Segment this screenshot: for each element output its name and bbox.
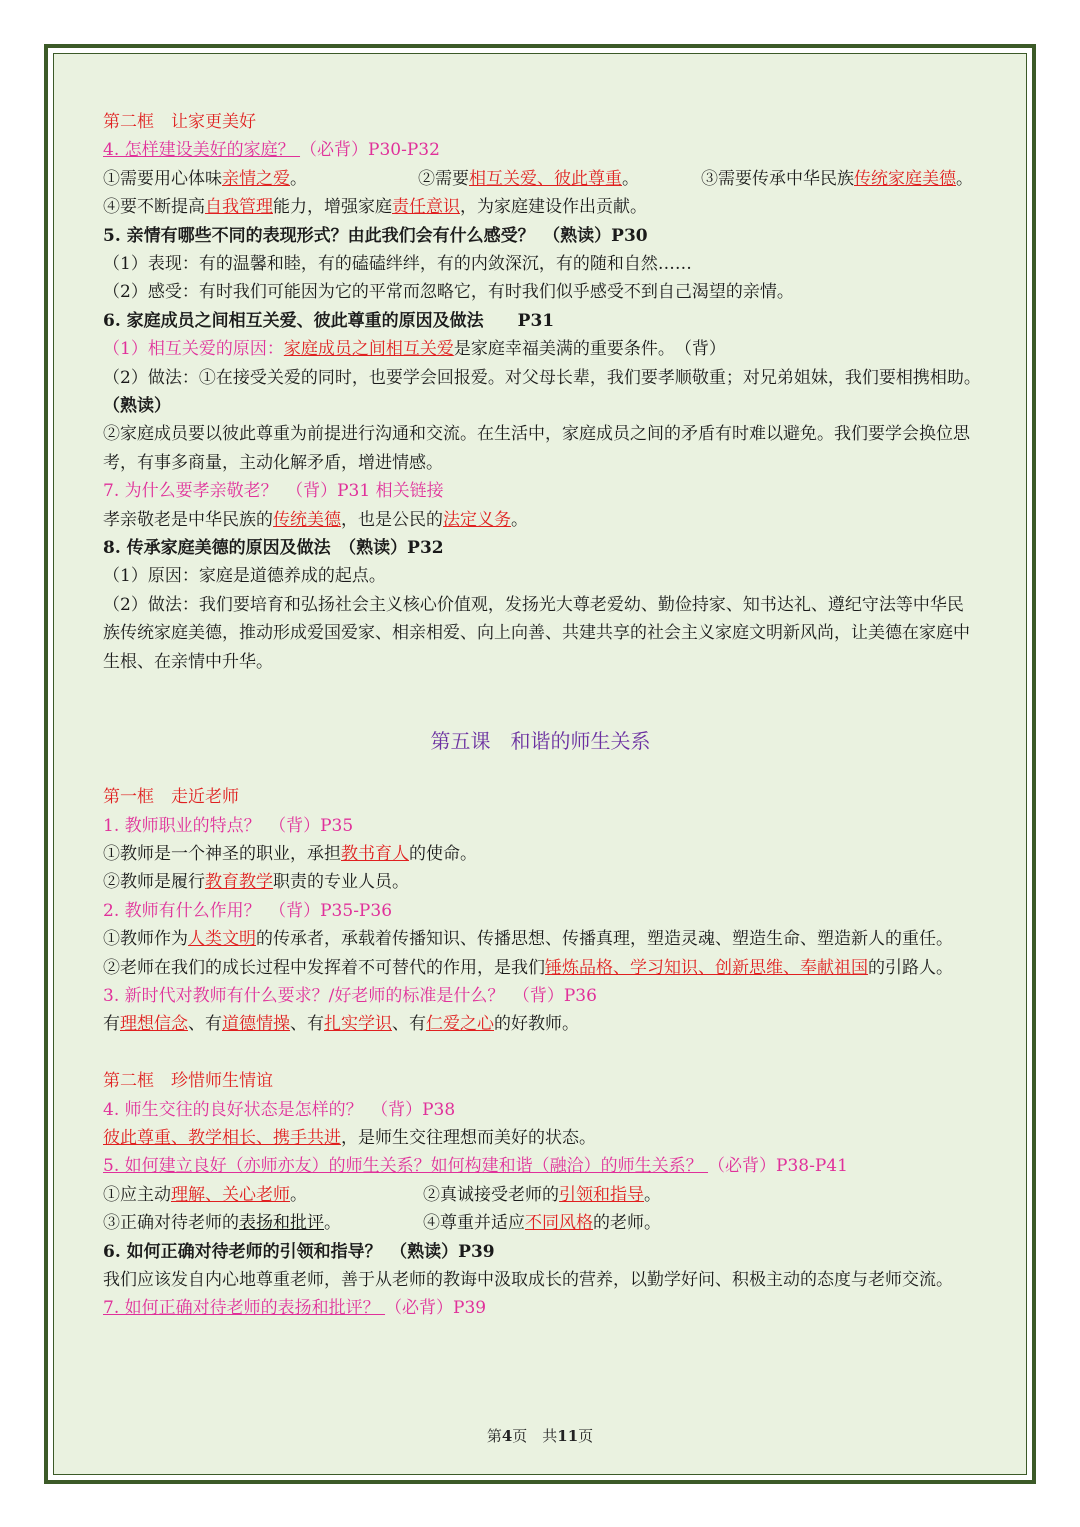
answer: ①教师是一个神圣的职业，承担教书育人的使命。: [103, 844, 477, 865]
answer: 我们应该发自内心地尊重老师，善于从老师的教诲中汲取成长的营养，以勤学好问、积极主动的态度与老师交流。: [103, 1269, 953, 1290]
answer: （2）做法：我们要培育和弘扬社会主义核心价值观，发扬光大尊老爱幼、勤俭持家、知书达礼、遵纪守法等中华民族传统家庭美德，推动形成爱国爱家、相亲相爱、向上向善、共建共享的社会主义家庭文明新风尚，让美德在家庭中生根、在亲情中升华。: [103, 594, 970, 672]
answer: ①需要用心体味亲情之爱。 ②需要相互关爱、彼此尊重。 ③需要传承中华民族传统家庭美德。: [103, 168, 973, 189]
answer: （2）感受：有时我们可能因为它的平常而忽略它，有时我们似乎感受不到自己渴望的亲情。: [103, 282, 794, 303]
question: 2. 教师有什么作用？ （背）P35-P36: [103, 900, 393, 921]
answer: （1）相互关爱的原因：家庭成员之间相互关爱是家庭幸福美满的重要条件。 （背）: [103, 339, 726, 360]
answer: ②家庭成员要以彼此尊重为前提进行沟通和交流。在生活中，家庭成员之间的矛盾有时难以避免。我们要学会换位思考，有事多商量，主动化解矛盾，增进情感。: [103, 424, 970, 473]
question: 7. 为什么要孝亲敬老？ （背）P31 相关链接: [103, 481, 444, 502]
question: 3. 新时代对教师有什么要求？/好老师的标准是什么？ （背）P36: [103, 986, 597, 1007]
document-content: [103, 108, 978, 1323]
question: 4. 怎样建设美好的家庭？ （必背）P30-P32: [103, 140, 440, 161]
question: 8. 传承家庭美德的原因及做法 （熟读）P32: [103, 537, 444, 558]
answer: （1）表现：有的温馨和睦，有的磕磕绊绊，有的内敛深沉，有的随和自然……: [103, 253, 692, 274]
section-title: 第二框 珍惜师生情谊: [103, 1071, 273, 1092]
answer: （1）原因：家庭是道德养成的起点。: [103, 566, 386, 587]
answer: ②教师是履行教育教学职责的专业人员。: [103, 872, 409, 893]
question: 6. 如何正确对待老师的引领和指导？ （熟读）P39: [103, 1241, 495, 1262]
question: 7. 如何正确对待老师的表扬和批评？ （必背）P39: [103, 1298, 487, 1319]
lesson-heading: 第五课 和谐的师生关系: [430, 729, 651, 754]
section-title: 第二框 让家更美好: [103, 112, 256, 132]
answer: ③正确对待老师的表扬和批评。 ④尊重并适应不同风格的老师。: [103, 1213, 661, 1234]
question: 5. 亲情有哪些不同的表现形式？由此我们会有什么感受？ （熟读）P30: [103, 225, 648, 246]
question: 1. 教师职业的特点？ （背）P35: [103, 815, 354, 836]
question: 4. 师生交往的良好状态是怎样的？ （背）P38: [103, 1099, 456, 1120]
answer: 孝亲敬老是中华民族的传统美德，也是公民的法定义务。: [103, 509, 528, 530]
answer: ④要不断提高自我管理能力，增强家庭责任意识，为家庭建设作出贡献。: [103, 197, 647, 218]
page-footer: 第4页 共11页: [486, 1427, 594, 1445]
question: 6. 家庭成员之间相互关爱、彼此尊重的原因及做法 P31: [103, 310, 555, 331]
answer: 有理想信念、有道德情操、有扎实学识、有仁爱之心的好教师。: [103, 1014, 579, 1035]
answer: 彼此尊重、教学相长、携手共进，是师生交往理想而美好的状态。: [103, 1128, 596, 1149]
question: 5. 如何建立良好（亦师亦友）的师生关系？如何构建和谐（融洽）的师生关系？ （必背）P38-P41: [103, 1156, 848, 1177]
answer: ①应主动理解、关心老师。 ②真诚接受老师的引领和指导。: [103, 1184, 661, 1205]
section-title: 第一框 走近老师: [103, 787, 239, 808]
answer: ②老师在我们的成长过程中发挥着不可替代的作用，是我们锤炼品格、学习知识、创新思维、奉献祖国的引路人。: [103, 957, 953, 978]
answer: ①教师作为人类文明的传承者，承载着传播知识、传播思想、传播真理，塑造灵魂、塑造生命、塑造新人的重任。: [103, 929, 953, 950]
answer: （2）做法：①在接受关爱的同时，也要学会回报爱。对父母长辈，我们要孝顺敬重；对兄弟姐妹，我们要相携相助。 （熟读）: [103, 367, 973, 416]
